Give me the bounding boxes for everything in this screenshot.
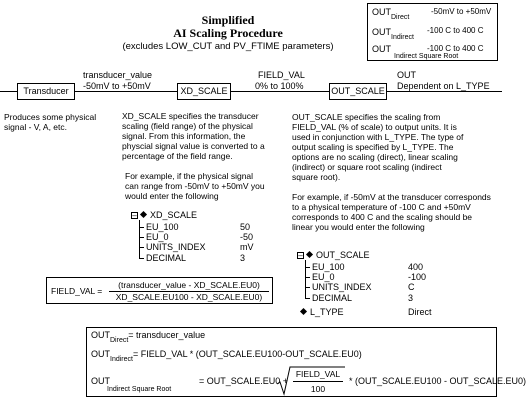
- out-scale-box: OUT_SCALE: [329, 83, 387, 100]
- flow-line: [0, 91, 502, 92]
- legend-range-direct: -50mV to +50mV: [431, 7, 492, 16]
- legend-row-direct: $OUT_{Direct}$: [372, 7, 410, 21]
- legend-row-sqrt: OUT: [372, 44, 391, 54]
- out-indirect-formula: $OUT_{Indirect}=$ FIELD_VAL * (OUT_SCALE.EU100-OUT_SCALE.EU0): [91, 349, 362, 363]
- xd-tree-root: XD_SCALE: [141, 210, 197, 220]
- xd-item-value: 50: [240, 222, 251, 232]
- out-tree-branch: [305, 287, 310, 288]
- xd-scale-description: XD_SCALE specifies the transducer scaling (field range) of the physical signal. From this information, the physcial signal value is converted to a percentage of the field range.: [122, 111, 265, 161]
- transducer-value-label: transducer_value: [83, 70, 153, 80]
- xd-tree-branch: [139, 227, 144, 228]
- field-val-formula: [46, 277, 273, 304]
- transducer-note: Produces some physical signal - V, A, etc.: [4, 112, 97, 132]
- field-val-label: FIELD_VAL: [258, 70, 305, 80]
- out-sqrt-sub: Indirect Square Root: [107, 386, 172, 393]
- xd-item-name: DECIMAL: [146, 253, 187, 263]
- out-item-name: UNITS_INDEX: [312, 282, 372, 292]
- xd-tree-branch: [139, 258, 144, 259]
- field-val-numerator: (transducer_value - XD_SCALE.EU0): [118, 280, 260, 290]
- radicand-denominator: 100: [310, 384, 326, 394]
- xd-item-name: EU_100: [146, 222, 179, 232]
- legend-sub-sqrt: Indirect Square Root: [394, 53, 459, 60]
- xd-item-value: -50: [240, 232, 254, 242]
- out-dependency-label: Dependent on L_TYPE: [397, 81, 490, 91]
- out-item-value: 3: [408, 293, 414, 303]
- radicand-numerator: FIELD_VAL: [295, 369, 341, 379]
- xd-tree-branch: [139, 237, 144, 238]
- radicand-fraction-bar: [293, 381, 343, 382]
- xd-scale-example: For example, if the physical signal can range from -50mV to +50mV you would enter the following: [125, 171, 265, 201]
- legend-range-sqrt: -100 C to 400 C: [427, 44, 484, 53]
- field-val-lhs: FIELD_VAL =: [51, 286, 103, 296]
- xd-tree-connector: [139, 220, 140, 259]
- out-item-name: EU_100: [312, 262, 345, 272]
- out-tree-collapse-icon[interactable]: –: [298, 251, 303, 260]
- out-tree-branch: [305, 277, 310, 278]
- out-item-value: -100: [408, 272, 427, 282]
- title-line2: AI Scaling Procedure: [173, 26, 283, 40]
- title-line1: Simplified: [201, 13, 255, 27]
- out-tree-branch: [305, 267, 310, 268]
- out-formulas: [86, 327, 526, 397]
- diamond-icon: [306, 251, 313, 258]
- diamond-icon: [140, 211, 147, 218]
- out-item-value: 400: [408, 262, 424, 272]
- out-tree-branch: [305, 298, 310, 299]
- out-scale-description: OUT_SCALE specifies the scaling from FIELD_VAL (% of scale) to output units. It is used in conjunction with L_TYPE. The type of output scaling is specified by L_TYPE. The options are no scaling (direct), linear scaling (indirect) or square root scaling (indirect square root).: [292, 112, 464, 182]
- out-scale-example: For example, if -50mV at the transducer corresponds to a physical temperature of -100 C and +50mV corresponds to 400 C and the scaling should be linear you would enter the following: [292, 192, 491, 232]
- out-label: OUT: [397, 70, 416, 80]
- l-type-value: Direct: [408, 307, 432, 317]
- title-line3: (excludes LOW_CUT and PV_FTIME parameters): [122, 41, 334, 52]
- xd-scale-box: XD_SCALE: [177, 83, 231, 100]
- transducer-range-label: -50mV to +50mV: [83, 81, 151, 91]
- out-tree-root: OUT_SCALE: [307, 250, 370, 260]
- xd-tree-branch: [139, 247, 144, 248]
- out-sqrt-rhs-pre: = OUT_SCALE.EU0 +: [199, 376, 289, 386]
- legend-row-indirect: $OUT_{Indirect}$: [372, 27, 414, 41]
- field-val-range-label: 0% to 100%: [255, 81, 304, 91]
- out-item-name: EU_0: [312, 272, 335, 282]
- out-item-value: C: [408, 282, 415, 292]
- out-direct-formula: $OUT_{Direct}=$ transducer_value: [91, 330, 206, 344]
- xd-item-value: 3: [240, 253, 246, 263]
- output-range-legend: [367, 3, 498, 61]
- xd-item-value: mV: [240, 242, 254, 252]
- xd-item-name: EU_0: [146, 232, 169, 242]
- transducer-box: Transducer: [17, 83, 75, 100]
- l-type-row: L_TYPE: [301, 307, 344, 317]
- out-tree-connector: [305, 260, 306, 299]
- field-val-denominator: XD_SCALE.EU100 - XD_SCALE.EU0): [115, 292, 263, 302]
- out-sqrt-label: OUT: [91, 376, 110, 386]
- out-sqrt-rhs-post: * (OUT_SCALE.EU100 - OUT_SCALE.EU0): [349, 376, 526, 386]
- xd-tree-collapse-icon[interactable]: –: [132, 211, 137, 220]
- legend-range-indirect: -100 C to 400 C: [427, 26, 484, 35]
- diamond-icon: [300, 308, 307, 315]
- out-item-name: DECIMAL: [312, 293, 353, 303]
- xd-item-name: UNITS_INDEX: [146, 242, 206, 252]
